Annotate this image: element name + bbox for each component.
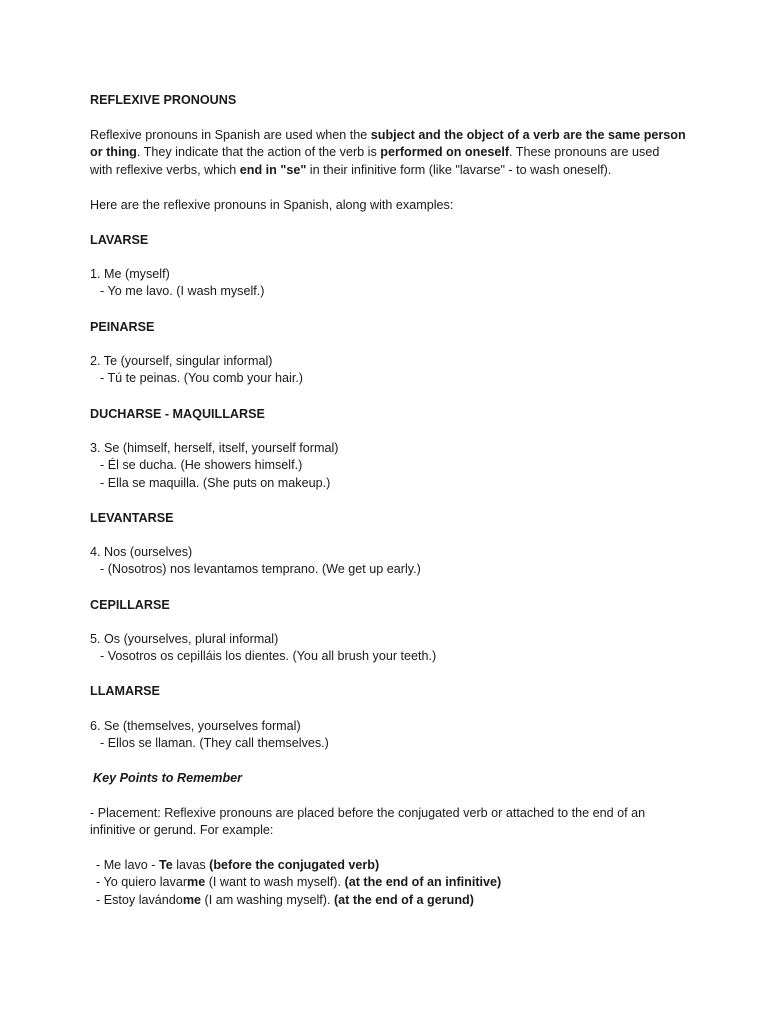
intro-text: . They indicate that the action of the verb is (136, 145, 381, 160)
example-bold: me (182, 892, 202, 907)
lead-sentence: Here are the reflexive pronouns in Spanish, along with examples: (90, 198, 454, 212)
section-verb: CEPILLARSE (90, 598, 170, 612)
section-verb: LAVARSE (90, 233, 149, 247)
section-body (90, 266, 690, 301)
example-bold: (at the end of a gerund) (333, 892, 474, 907)
example-bold: (before the conjugated verb) (209, 858, 380, 872)
section-body (90, 631, 690, 666)
example-line: - Vosotros os cepilláis los dientes. (You all brush your teeth.) (100, 649, 437, 664)
placement-line-2: infinitive or gerund. For example: (90, 823, 274, 838)
example-text: - Me lavo - (96, 858, 159, 872)
intro-line-2 (90, 144, 690, 161)
example-line: - Ellos se llaman. (They call themselves.) (100, 736, 329, 751)
intro-text: with reflexive verbs, which (90, 162, 240, 177)
example-bold: (at the end of an infinitive) (344, 875, 502, 890)
example-text: (I want to wash myself). (205, 875, 345, 890)
pronoun-line: 5. Os (yourselves, plural informal) (90, 632, 279, 646)
pronoun-line: 6. Se (themselves, yourselves formal) (90, 719, 301, 733)
pronoun-line: 2. Te (yourself, singular informal) (90, 354, 273, 368)
section-verb: PEINARSE (90, 320, 155, 334)
placement-example (90, 874, 690, 891)
key-points-heading: Key Points to Remember (93, 771, 243, 785)
section-body (90, 544, 690, 579)
example-bold: Te (158, 858, 173, 872)
example-line: - Yo me lavo. (I wash myself.) (100, 284, 265, 299)
example-line: - Tú te peinas. (You comb your hair.) (100, 371, 304, 386)
intro-text: in their infinitive form (like "lavarse" - to wash oneself). (306, 162, 612, 177)
section-verb: LEVANTARSE (90, 511, 174, 525)
intro-bold: performed on oneself (380, 145, 510, 160)
intro-bold: or thing (90, 145, 137, 160)
example-line: - (Nosotros) nos levantamos temprano. (We get up early.) (100, 562, 421, 577)
intro-bold: subject and the object of a verb are the same person (370, 128, 686, 142)
example-text: - Estoy lavándo (96, 892, 183, 907)
section-body (90, 718, 690, 753)
placement-paragraph (90, 805, 690, 840)
example-text: lavas (172, 858, 210, 872)
example-line: - Él se ducha. (He showers himself.) (100, 458, 303, 473)
section-body (90, 353, 690, 388)
placement-line-1: - Placement: Reflexive pronouns are placed before the conjugated verb or attached to the end of an (90, 806, 646, 820)
intro-line-1 (90, 127, 690, 144)
pronoun-line: 3. Se (himself, herself, itself, yourself formal) (90, 441, 339, 455)
pronoun-line: 1. Me (myself) (90, 267, 170, 281)
intro-line-3 (90, 162, 690, 179)
intro-bold: end in "se" (239, 162, 307, 177)
document-title: REFLEXIVE PRONOUNS (90, 93, 237, 107)
intro-text: . These pronouns are used (509, 145, 660, 160)
intro-text: Reflexive pronouns in Spanish are used when the (90, 128, 371, 142)
example-text: - Yo quiero lavar (96, 875, 188, 890)
example-line: - Ella se maquilla. (She puts on makeup.) (100, 475, 331, 490)
intro-paragraph (90, 127, 690, 179)
placement-example (90, 857, 690, 874)
section-body (90, 440, 690, 492)
section-verb: LLAMARSE (90, 684, 160, 698)
example-text: (I am washing myself). (201, 892, 334, 907)
pronoun-line: 4. Nos (ourselves) (90, 545, 193, 559)
example-bold: me (187, 875, 206, 890)
placement-examples (90, 857, 690, 909)
placement-example (90, 892, 690, 909)
section-verb: DUCHARSE - MAQUILLARSE (90, 407, 265, 421)
